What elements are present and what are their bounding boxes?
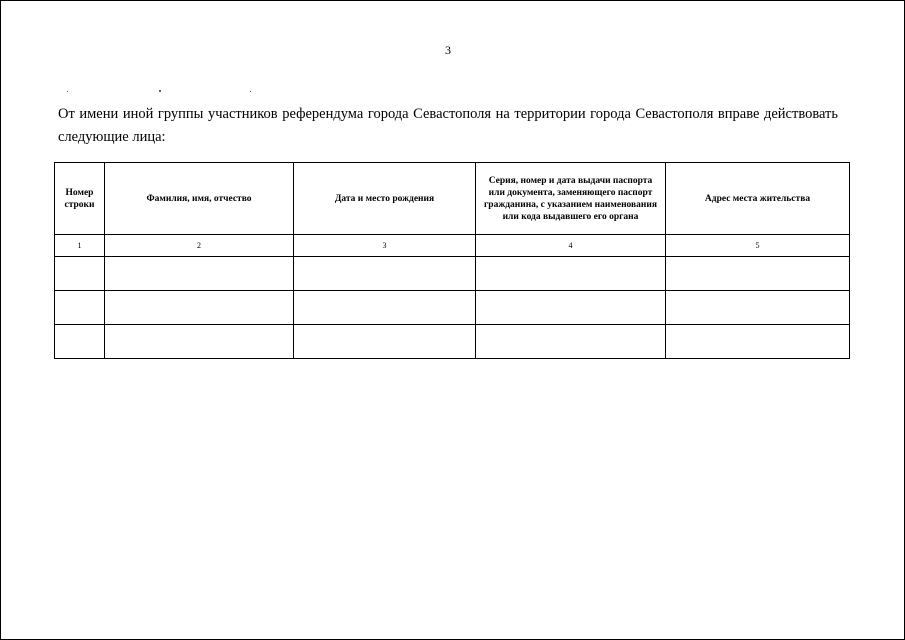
table-header-row [55,163,850,235]
cell-birth-date-place[interactable] [294,291,476,325]
header-residence-address: Адрес места жительства [666,163,850,235]
column-number: 1 [55,235,105,257]
table-row [55,291,850,325]
signers-table [54,162,850,359]
signers-table-container [54,162,850,359]
cell-residence-address[interactable] [666,325,850,359]
table-row [55,257,850,291]
column-number: 4 [476,235,666,257]
column-number: 5 [666,235,850,257]
scan-speck [159,90,161,92]
column-number: 2 [105,235,294,257]
column-numbers-row [55,235,850,257]
cell-row-number[interactable] [55,257,105,291]
cell-full-name[interactable] [105,325,294,359]
header-row-number: Номер строки [55,163,105,235]
scan-speck [67,91,68,92]
cell-passport-details[interactable] [476,291,666,325]
table-row [55,325,850,359]
cell-full-name[interactable] [105,257,294,291]
intro-paragraph: От имени иной группы участников референдума города Севастополя на территории города Севастополя вправе действовать следующие лица: [58,106,838,145]
cell-passport-details[interactable] [476,325,666,359]
cell-passport-details[interactable] [476,257,666,291]
cell-full-name[interactable] [105,291,294,325]
scan-speck [250,91,251,92]
header-passport-details: Серия, номер и дата выдачи паспорта или документа, заменяющего паспорт гражданина, с указанием наименования или кода выдавшего его органа [476,163,666,235]
cell-row-number[interactable] [55,325,105,359]
page-number: 3 [445,43,451,57]
cell-birth-date-place[interactable] [294,257,476,291]
cell-residence-address[interactable] [666,291,850,325]
column-number: 3 [294,235,476,257]
header-full-name: Фамилия, имя, отчество [105,163,294,235]
header-birth-date-place: Дата и место рождения [294,163,476,235]
cell-birth-date-place[interactable] [294,325,476,359]
cell-row-number[interactable] [55,291,105,325]
cell-residence-address[interactable] [666,257,850,291]
